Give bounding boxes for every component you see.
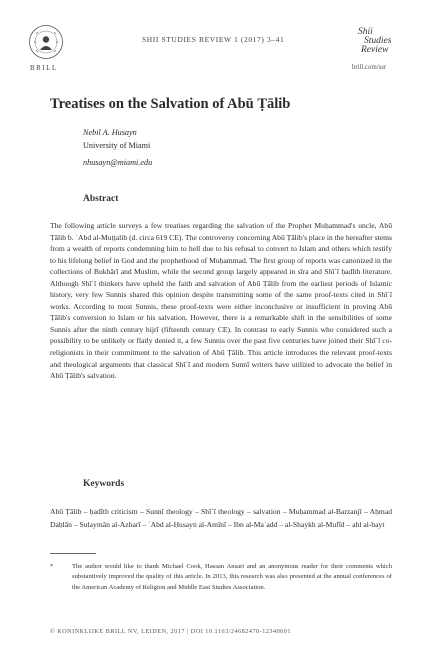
footnote-text: The author would like to thank Michael Cook, Hassan Ansari and an anonymous reader for their comments which substantively improved the quality of this article. In 2013, this research was also presented at the annual conferences of the American Academy of Religion and Middle East Studies Association. [72,563,392,591]
abstract-paragraph: The following article surveys a few treatises regarding the salvation of the Prophet Muḥammad's uncle, Abū Ṭālib b. ʿAbd al-Muṭṭalib (d. circa 619 CE). The controversy concerning Abū Ṭālib's place in the hereafter stems from a wealth of reports condemning him to hell due to his refusal to convert to Islam and others which testify to his lifelong belief in God and the prophethood of Muḥammad. The first group of reports was canonized in the collections of Bukhārī and Muslim, while the second group largely appeared in sīra and Shīʿī ḥadīth literature. Although Shīʿī thinkers have upheld the faith and salvation of Abū Ṭālib from the earliest periods of Islamic history, very few Sunnis shared this opinion despite transmitting some of the same proof-texts cited in Shīʿī works. According to most Sunnis, these proof-texts were either inconclusive or insufficient in proving Abū Ṭālib's conversion to Islam or his salvation. However, there is a remarkable shift in the sensibilities of some Sunnis after the ninth century hijrī (fifteenth century CE). In contrast to early Sunnis who considered such a possibility to be unlikely or flatly denied it, a few Sunnis over the past five centuries have joined their Shīʿī co-religionists in their commitment to the salvation of Abū Ṭālib. This article introduces the relevant proof-texts and theological arguments that classical Shīʿī and modern Sunnī writers have utilized to advocate the belief in Abū Ṭālib's salvation. [50,221,392,381]
copyright-doi-line: © KONINKLIJKE BRILL NV, LEIDEN, 2017 | DOI 10.1163/24682470-12340001 [50,628,291,635]
footnote-mark: * [50,563,54,570]
journal-citation-line: SHII STUDIES REVIEW 1 (2017) 3–41 [142,35,285,44]
keywords-heading: Keywords [83,479,125,489]
journal-logo [358,28,402,55]
journal-logo-line-3: Review [361,45,389,55]
journal-logo-line-1: Shii [358,27,373,37]
article-title: Treatises on the Salvation of Abū Ṭālib [50,96,291,112]
abstract-body [50,220,392,382]
footnote-divider [50,553,96,554]
publisher-name: BRILL [30,64,58,72]
footnote [50,562,392,593]
author-email[interactable]: nhusayn@miami.edu [83,158,153,167]
author-affiliation: University of Miami [83,140,151,150]
abstract-heading: Abstract [83,194,119,204]
brill-logo [28,24,64,60]
journal-logo-line-2: Studies [364,36,392,46]
keywords-list: Abū Ṭālib – ḥadīth criticism – Sunnī theology – Shīʿī theology – salvation – Muḥammad al-Barzanjī – Aḥmad Daḥlān – Sulaymān al-Azharī – ʿAbd al-Ḥusayn al-Amīnī – Ibn al-Maʿadd – al-Shaykh al-Mufīd – ahl al-bayt [50,507,392,530]
author-block [83,127,152,170]
journal-url[interactable]: brill.com/ssr [352,64,387,71]
author-name: Nebil A. Husayn [83,128,137,137]
